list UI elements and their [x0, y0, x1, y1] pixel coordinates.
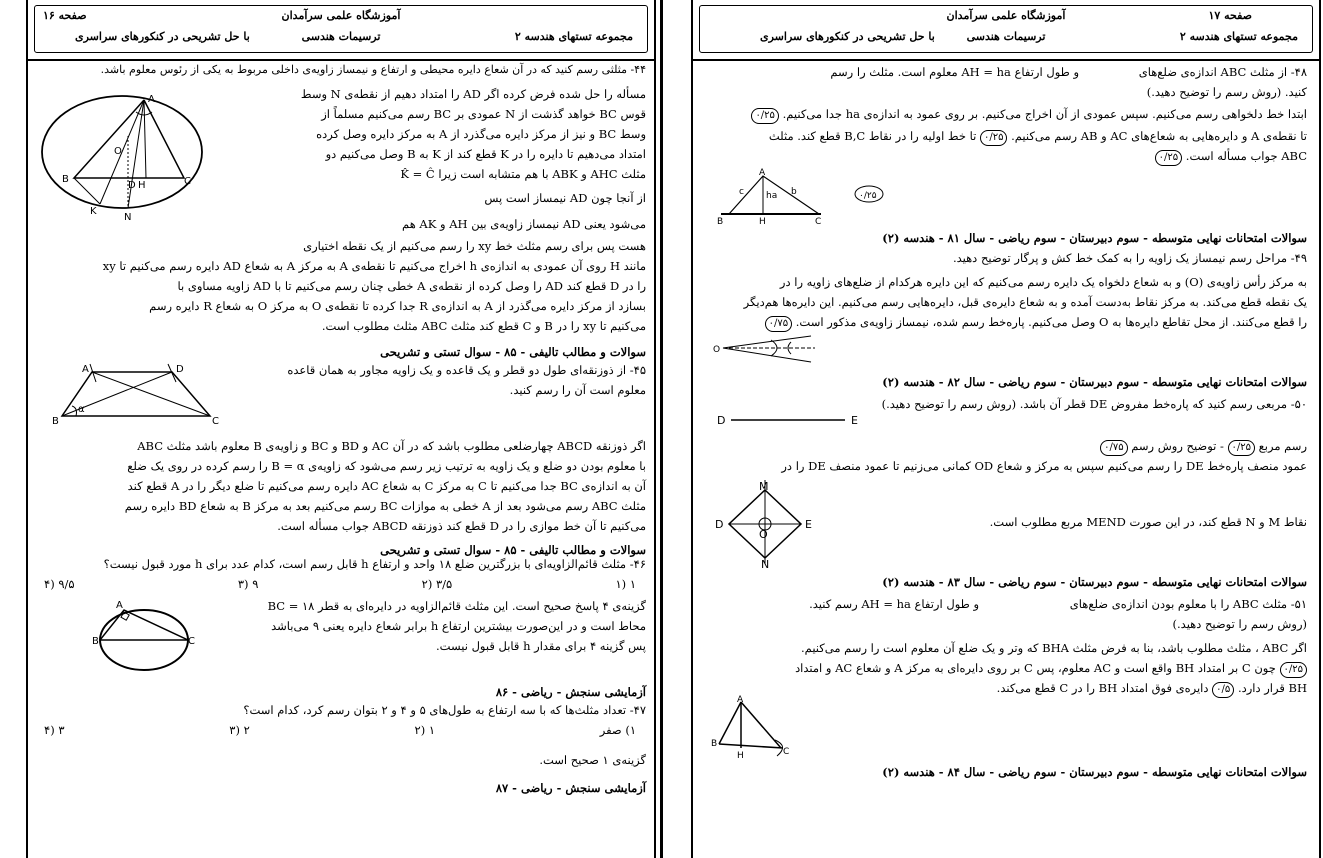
label-c: c	[739, 187, 744, 197]
q44-answer8: هست پس برای رسم مثلث خط xy را رسم می‌کنیم از یک نقطه اختیاری	[303, 239, 646, 253]
q44-circle-figure	[34, 92, 206, 222]
q45-answer4: مثلث ABC رسم می‌شود بعد از A خطی به موازات BC رسم می‌کنیم بعد به مرکز B به شعاع BD دایره رسم	[124, 499, 646, 513]
q48-answer3: ABC جواب مسأله است. ۰/۲۵	[747, 146, 1307, 166]
q45-trapezoid-figure	[52, 360, 222, 430]
mark-badge: ۰/۲۵	[859, 191, 877, 201]
label-H: H	[138, 180, 146, 191]
side-AB	[719, 702, 741, 744]
q48-answer2: تا نقطه‌ی A و دایره‌هایی به شعاع‌های AC و AB رسم می‌کنیم. ۰/۲۵ تا خط اولیه را در نقاط B,C قطع کند. مثلث	[707, 126, 1307, 146]
q45-answer1: اگر ذوزنقه ABCD چهارضلعی مطلوب باشد که در آن AC و BD و BC و زاویه‌ی B معلوم باشد مثلث ABC	[137, 439, 646, 453]
label-C: C	[783, 747, 790, 757]
q44-answer10: را در D قطع کند AD را وصل کرده از نقطه‌ی A خطی چنان رسم می‌کنیم تا با AD زاویه مساوی با	[177, 279, 646, 293]
ray-upper	[723, 336, 811, 348]
series-title: مجموعه تستهای هندسه ۲	[514, 30, 633, 43]
label-ha: ha	[766, 191, 778, 201]
q48-line2: کنید. (روش رسم را توضیح دهید.)	[1146, 85, 1307, 99]
label-N: N	[124, 212, 132, 223]
q47-source: آزمایشی سنجش - ریاضی - ۸۷	[495, 781, 646, 795]
q51-answer3: BH قرار دارد. ۰/۵ دایره‌ی فوق امتداد BH را در C قطع می‌کند.	[707, 678, 1307, 698]
label-H: H	[737, 751, 744, 761]
q44-answer4: امتداد می‌دهیم تا دایره را در K قطع کند از K به B وصل می‌کنیم دو	[325, 147, 646, 161]
header-rule	[693, 59, 1319, 61]
q51-answer1: اگر ABC ، مثلث مطلوب باشد، بنا به فرض مثلث BHA که وتر و یک ضلع آن معلوم است را رسم می‌کنیم.	[801, 641, 1307, 655]
q51-line1b: و طول ارتفاع AH = ha رسم کنید.	[809, 597, 979, 611]
label-C: C	[188, 636, 195, 647]
label-D: D	[176, 364, 184, 375]
option-3: ۹ (۳	[237, 577, 259, 591]
q48-answer1: ابتدا خط دلخواهی رسم می‌کنیم. سپس عمودی از آن اخراج می‌کنیم. بر روی عمود به اندازه‌ی ha جدا می‌کنیم. ۰/۲۵	[747, 104, 1307, 124]
q49-source: سوالات امتحانات نهایی متوسطه - سوم دبیرستان - سوم ریاضی - سال ۸۲ - هندسه (۲)	[882, 375, 1307, 389]
q48-source: سوالات امتحانات نهایی متوسطه - سوم دبیرستان - سوم ریاضی - سال ۸۱ - هندسه (۲)	[882, 231, 1307, 245]
label-B: B	[92, 636, 99, 647]
topic-title: ترسیمات هندسی	[966, 30, 1046, 43]
diagonal-AC	[92, 372, 210, 416]
label-C: C	[212, 416, 219, 427]
q50-answer1: رسم مربع ۰/۲۵ - توضیح روش رسم ۰/۷۵	[707, 436, 1307, 456]
q51-triangle-figure	[711, 696, 801, 760]
mark-badge: ۰/۲۵	[751, 108, 778, 124]
q44-answer11: بسازد از مرکز دایره می‌گذرد از A به اندازه‌ی R جدا کرده تا نقطه‌ی O به مرکز O به شعاع R دایره رسم	[149, 299, 646, 313]
q51-source: سوالات امتحانات نهایی متوسطه - سوم دبیرستان - سوم ریاضی - سال ۸۴ - هندسه (۲)	[882, 765, 1307, 779]
label-A: A	[148, 94, 155, 105]
q50-source: سوالات امتحانات نهایی متوسطه - سوم دبیرستان - سوم ریاضی - سال ۸۳ - هندسه (۲)	[882, 575, 1307, 589]
label-b: b	[791, 187, 797, 197]
option-3: ۲ (۳	[229, 723, 250, 737]
q50-square-figure	[711, 478, 821, 570]
label-B: B	[717, 217, 724, 227]
label-A: A	[116, 600, 123, 611]
q46-question: ۴۶- مثلث قائم‌الزاویه‌ای با بزرگترین ضلع ۱۸ واحد و ارتفاع h قابل رسم است، کدام عدد برای h مورد قبول نیست؟	[103, 557, 646, 571]
page-header	[699, 5, 1313, 53]
q47-answer1: گزینه‌ی ۱ صحیح است.	[539, 753, 646, 767]
school-name: آموزشگاه علمی سرآمدان	[281, 9, 401, 22]
q44-answer6: از آنجا چون AD نیمساز است پس	[484, 191, 646, 205]
label-O: O	[114, 146, 122, 157]
q51-line1a: ۵۱- مثلث ABC را با معلوم بودن اندازه‌ی ضلع‌های	[1069, 597, 1307, 611]
label-D: D	[717, 414, 726, 427]
q45-answer3: آن به اندازه‌ی BC جدا می‌کنیم تا C به مرکز C به شعاع AC دایره رسم می‌کنیم تا ضلع دیگر را در A قطع کند	[127, 479, 646, 493]
q49-bisector-figure	[711, 332, 821, 366]
q44-answer2: قوس BC خواهد گذشت از N عمودی بر BC رسم می‌کنیم مسلماً از	[321, 107, 646, 121]
line-BH	[719, 744, 783, 748]
triangle-ABC	[74, 100, 184, 178]
q44-answer5: مثلث AHC و ABK با هم متشابه است زیرا K̂ = Ĉ	[400, 167, 646, 181]
q49-answer3: را قطع می‌کنند. از محل تقاطع دایره‌ها به O وصل می‌کنیم. پاره‌خط رسم شده، نیمساز زاویه‌ی مذکور است. ۰/۷۵	[707, 312, 1307, 332]
q44-question: ۴۴- مثلثی رسم کنید که در آن شعاع دایره محیطی و ارتفاع و نیمساز زاویه‌ی داخلی مربوط به یکی از رئوس معلوم باشد.	[100, 63, 646, 76]
q50-answer2: عمود منصف پاره‌خط DE را رسم می‌کنیم سپس به مرکز و شعاع OD کمانی می‌زنیم تا عمود منصف DE را در	[781, 459, 1307, 473]
option-1: ۱) صفر	[599, 723, 636, 737]
q44-source: سوالات و مطالب تالیفی - ۸۵ - سوال تستی و تشریحی	[380, 345, 646, 359]
label-D: D	[715, 518, 724, 531]
q45-answer5: می‌کنیم تا آن خط موازی را در D قطع کند ذوزنقه ABCD جواب مسأله است.	[277, 519, 646, 533]
mark-badge: ۰/۲۵	[1280, 662, 1307, 678]
mark-badge: ۰/۷۵	[765, 316, 792, 332]
label-D: D	[128, 180, 136, 191]
q44-answer12: می‌کنیم تا xy را در B و C قطع کند مثلث ABC مثلث مطلوب است.	[321, 319, 646, 333]
label-A: A	[759, 168, 766, 178]
q44-answer7: می‌شود یعنی AD نیمساز زاویه‌ی بین AH و AK هم	[402, 217, 646, 231]
option-4: ۳ (۴	[44, 723, 65, 737]
q44-answer9: مانند H روی آن عمودی به اندازه‌ی h اخراج می‌کنیم تا نقطه‌ی A به مرکز A به شعاع AD دایره رسم می‌کنیم تا xy	[102, 259, 646, 273]
q46-answer3: پس گزینه ۴ برای مقدار h قابل قبول نیست.	[436, 639, 646, 653]
label-B: B	[62, 174, 69, 185]
label-alpha: α	[78, 404, 85, 415]
mark-badge: ۰/۲۵	[980, 130, 1007, 146]
q51-line2: (روش رسم را توضیح دهید.)	[1172, 617, 1307, 631]
option-1: ۱ (۱	[615, 577, 636, 591]
page-17	[691, 0, 1321, 858]
line-BK	[74, 178, 100, 204]
label-B: B	[711, 739, 718, 749]
label-N: N	[761, 558, 770, 571]
q44-answer1: مسأله را حل شده فرض کرده اگر AD را امتداد دهیم از نقطه‌ی N وسط	[300, 87, 646, 101]
label-B: B	[52, 416, 59, 427]
page-header	[34, 5, 648, 53]
q45-answer2: با معلوم بودن دو ضلع و یک زاویه به ترتیب زیر رسم می‌شود که زاویه‌ی B = α را رسم کرده در روی یک ضلع	[127, 459, 646, 473]
page-number: صفحه ۱۷	[1208, 9, 1252, 22]
mark-badge: ۰/۵	[1212, 682, 1234, 698]
q46-circle-figure	[94, 596, 194, 678]
q48-triangle-figure	[711, 166, 891, 226]
label-C: C	[184, 176, 191, 187]
q47-options	[34, 720, 646, 740]
label-O: O	[713, 345, 721, 355]
label-C: C	[815, 217, 822, 227]
q49-answer2: یک نقطه قطع می‌کند. به مرکز نقاط به‌دست آمده و به شعاع دایره‌ی قبل، دایره‌هایی رسم می‌کنیم. این دایره‌ها هم‌دیگر	[743, 295, 1307, 309]
label-A: A	[737, 695, 744, 705]
label-M: M	[759, 480, 769, 493]
ray-lower	[723, 348, 811, 362]
q46-answer1: گزینه‌ی ۴ پاسخ صحیح است. این مثلث قائم‌الزاویه در دایره‌ای به قطر BC = ۱۸	[267, 599, 646, 613]
mark-badge: ۰/۲۵	[1155, 150, 1182, 166]
q45-line2: معلوم است آن را رسم کنید.	[509, 383, 646, 397]
series-title: مجموعه تستهای هندسه ۲	[1179, 30, 1298, 43]
q50-answer3: نقاط M و N قطع کند، در این صورت MEND مربع مطلوب است.	[989, 515, 1307, 529]
label-K: K	[90, 206, 97, 217]
q50-segment-figure	[711, 408, 871, 432]
q46-answer2: محاط است و در این‌صورت بیشترین ارتفاع h برابر شعاع دایره یعنی ۹ می‌باشد	[271, 619, 646, 633]
q47-question: ۴۷- تعداد مثلث‌ها که با سه ارتفاع به طول‌های ۵ و ۴ و ۲ بتوان رسم کرد، کدام است؟	[243, 703, 646, 717]
q44-answer3: وسط BC و نیز از مرکز دایره می‌گذرد از A به مرکز دایره وصل کرده	[316, 127, 646, 141]
option-4: ۹/۵ (۴	[44, 577, 75, 591]
q51-answer2: ۰/۲۵ چون C بر امتداد BH واقع است و AC معلوم، پس C بر روی دایره‌ای به مرکز A و شعاع AC و امتداد	[707, 658, 1307, 678]
altitude-AH	[144, 100, 146, 178]
triangle-ABC	[100, 610, 188, 640]
q46-options	[34, 574, 646, 594]
label-E: E	[805, 518, 812, 531]
label-A: A	[82, 364, 89, 375]
label-H: H	[759, 217, 766, 227]
solution-note: با حل تشریحی در کنکورهای سراسری	[760, 30, 935, 43]
topic-title: ترسیمات هندسی	[301, 30, 381, 43]
option-2: ۳/۵ (۲	[421, 577, 453, 591]
q48-line1b: و طول ارتفاع AH = ha معلوم است. مثلث را رسم	[830, 65, 1079, 79]
q49-question: ۴۹- مراحل رسم نیمساز یک زاویه را به کمک خط کش و پرگار توضیح دهید.	[952, 251, 1307, 265]
q49-answer1: به مرکز رأس زاویه‌ی (O) و به شعاع دلخواه یک دایره رسم می‌کنیم که این دایره هرکدام از ضلع‌های زاویه را در	[779, 275, 1307, 289]
side-AC	[741, 702, 781, 748]
page-16	[26, 0, 656, 858]
page-divider	[660, 0, 663, 858]
solution-note: با حل تشریحی در کنکورهای سراسری	[75, 30, 250, 43]
mark-badge: ۰/۲۵	[1228, 440, 1255, 456]
q46-source: آزمایشی سنجش - ریاضی - ۸۶	[495, 685, 646, 699]
q48-line1a: ۴۸- از مثلث ABC اندازه‌ی ضلع‌های	[1138, 65, 1307, 79]
school-name: آموزشگاه علمی سرآمدان	[946, 9, 1066, 22]
option-2: ۱ (۲	[414, 723, 436, 737]
page-number: صفحه ۱۶	[43, 9, 87, 22]
q50-question: ۵۰- مربعی رسم کنید که پاره‌خط مفروض DE قطر آن باشد. (روش رسم را توضیح دهید.)	[881, 397, 1307, 411]
label-E: E	[851, 414, 858, 427]
q45-source: سوالات و مطالب تالیفی - ۸۵ - سوال تستی و تشریحی	[380, 543, 646, 557]
mark-badge: ۰/۷۵	[1100, 440, 1127, 456]
q45-line1: ۴۵- از ذوزنقه‌ای طول دو قطر و یک قاعده و یک زاویه مجاور به همان قاعده	[287, 363, 646, 377]
label-O: O	[759, 528, 768, 541]
